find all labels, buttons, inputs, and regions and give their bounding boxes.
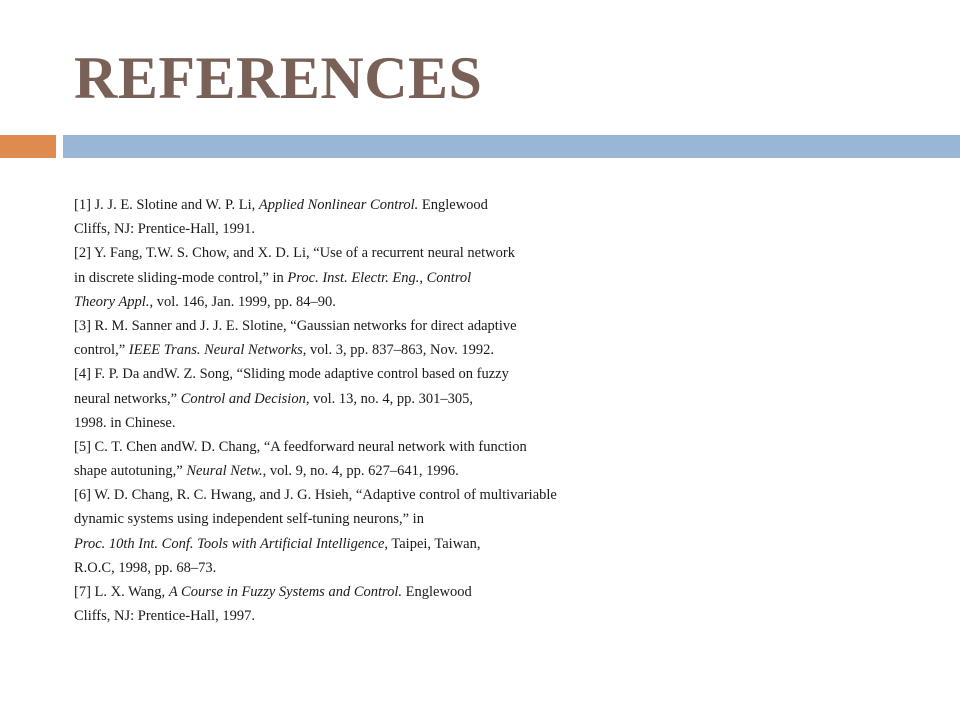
reference-text: [4] F. P. Da andW. Z. Song, “Sliding mode adaptive control based on fuzzy [74, 366, 509, 383]
reference-line [74, 532, 934, 556]
reference-line [74, 507, 934, 531]
reference-italic-text: Neural Netw. [186, 463, 263, 480]
reference-line [74, 193, 934, 217]
reference-text: neural networks,” [74, 390, 181, 407]
slide-title: REFERENCES [74, 45, 483, 111]
reference-italic-text: Applied Nonlinear Control. [258, 197, 419, 213]
reference-italic-text: A Course in Fuzzy Systems and Control. [168, 584, 403, 600]
reference-line [74, 362, 934, 386]
reference-line [74, 483, 934, 507]
reference-italic-text: IEEE Trans. Neural Networks [128, 342, 303, 359]
reference-text: , vol. 146, Jan. 1999, pp. 84–90. [149, 293, 336, 310]
reference-line [74, 411, 934, 435]
reference-text: [2] Y. Fang, T.W. S. Chow, and X. D. Li, “Use of a recurrent neural network [74, 245, 515, 262]
reference-italic-text: Theory Appl. [74, 293, 150, 310]
reference-text: shape autotuning,” [74, 463, 187, 480]
reference-italic-text: Proc. Inst. Electr. Eng., Control [287, 269, 472, 286]
reference-line [74, 604, 934, 628]
reference-text: [3] R. M. Sanner and J. J. E. Slotine, “Gaussian networks for direct adaptive [74, 317, 517, 334]
reference-line [74, 580, 934, 604]
reference-text: [5] C. T. Chen andW. D. Chang, “A feedforward neural network with function [74, 438, 527, 455]
reference-line [74, 556, 934, 580]
reference-text: Cliffs, NJ: Prentice-Hall, 1997. [74, 608, 255, 625]
references-list [74, 193, 934, 628]
reference-text: , vol. 9, no. 4, pp. 627–641, 1996. [262, 463, 459, 480]
reference-text: control,” [74, 342, 129, 359]
reference-text: [7] L. X. Wang, [74, 584, 169, 600]
reference-text: Englewood [402, 584, 472, 600]
reference-italic-text: Control and Decision [180, 390, 306, 407]
reference-text: R.O.C, 1998, pp. 68–73. [74, 559, 217, 576]
reference-line [74, 290, 934, 314]
reference-text: , Taipei, Taiwan, [384, 535, 481, 552]
reference-italic-text: Proc. 10th Int. Conf. Tools with Artificial Intelligence [74, 535, 385, 552]
reference-text: , vol. 3, pp. 837–863, Nov. 1992. [302, 342, 494, 359]
reference-text: [6] W. D. Chang, R. C. Hwang, and J. G. Hsieh, “Adaptive control of multivariable [74, 487, 557, 504]
reference-line [74, 459, 934, 483]
reference-line [74, 266, 934, 290]
reference-text: 1998. in Chinese. [74, 414, 176, 431]
accent-bar-left [0, 135, 56, 158]
reference-line [74, 217, 934, 241]
reference-line [74, 435, 934, 459]
reference-text: dynamic systems using independent self-tuning neurons,” in [74, 511, 424, 528]
reference-text: Englewood [418, 197, 488, 213]
reference-text: [1] J. J. E. Slotine and W. P. Li, [74, 197, 259, 213]
reference-line [74, 338, 934, 362]
reference-text: , vol. 13, no. 4, pp. 301–305, [305, 390, 473, 407]
accent-bar-right [63, 135, 960, 158]
reference-text: in discrete sliding-mode control,” in [74, 269, 288, 286]
reference-text: Cliffs, NJ: Prentice-Hall, 1991. [74, 221, 255, 238]
reference-line [74, 241, 934, 265]
reference-line [74, 314, 934, 338]
reference-line [74, 387, 934, 411]
